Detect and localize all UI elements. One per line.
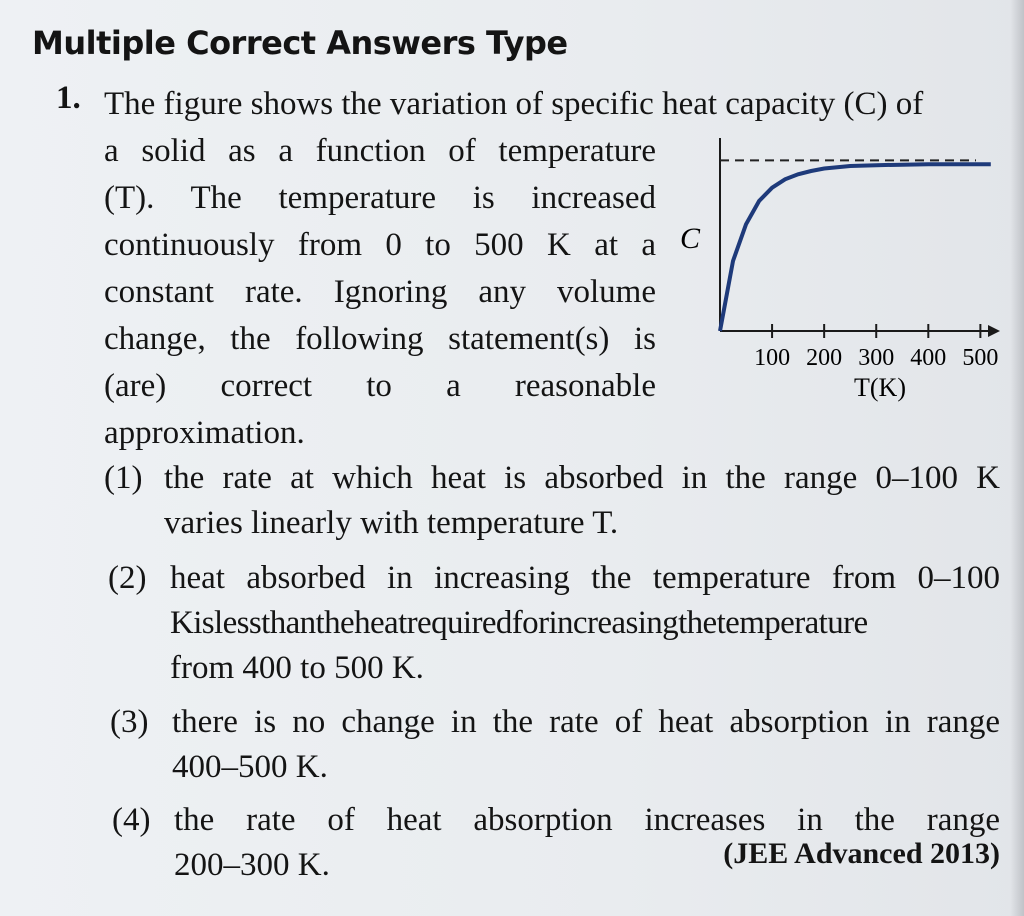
question-number: 1. [56,80,81,116]
question-line: approximation. [104,415,305,451]
question-line: The figure shows the variation of specific heat capacity (C) of [104,86,924,122]
question-line: continuously from 0 to 500 K at a [104,227,656,263]
option-4-number: (4) [112,802,151,838]
question-line: constant rate. Ignoring any volume [104,274,656,310]
option-3-number: (3) [110,704,149,740]
x-tick-label: 300 [858,345,895,371]
x-axis-arrow [988,325,1000,337]
option-1-number: (1) [104,460,143,496]
y-axis-label: C [680,222,701,255]
x-tick-label: 200 [806,345,843,371]
specific-heat-curve [720,164,991,331]
option-3-text: 400–500 K. [172,749,328,785]
source-citation: (JEE Advanced 2013) [723,837,1000,870]
option-4-text: the rate of heat absorption increases in the range [174,802,1000,838]
chart-svg [680,128,1010,408]
x-tick-label: 100 [754,345,791,371]
section-heading: Multiple Correct Answers Type [32,24,568,62]
question-line: change, the following statement(s) is [104,321,656,357]
option-2-text: from 400 to 500 K. [170,650,424,686]
question-line: a solid as a function of temperature [104,133,656,169]
option-2-number: (2) [108,560,147,596]
x-tick-label: 400 [910,345,947,371]
x-axis-label: T(K) [854,373,906,402]
question-line: (T). The temperature is increased [104,180,656,216]
option-3-text: there is no change in the rate of heat absorption in range [172,704,1000,740]
option-1-text: varies linearly with temperature T. [164,505,619,541]
option-1-text: the rate at which heat is absorbed in the range 0–100 K [164,460,1000,496]
option-4-text: 200–300 K. [174,847,330,883]
specific-heat-graph [680,128,1010,408]
question-line: (are) correct to a reasonable [104,368,656,404]
option-2-text: Kislessthantheheatrequiredforincreasingthetemperature [170,605,868,641]
x-tick-label: 500 [962,345,999,371]
page-edge-shadow [1010,0,1024,916]
option-2-text: heat absorbed in increasing the temperature from 0–100 [170,560,1000,596]
